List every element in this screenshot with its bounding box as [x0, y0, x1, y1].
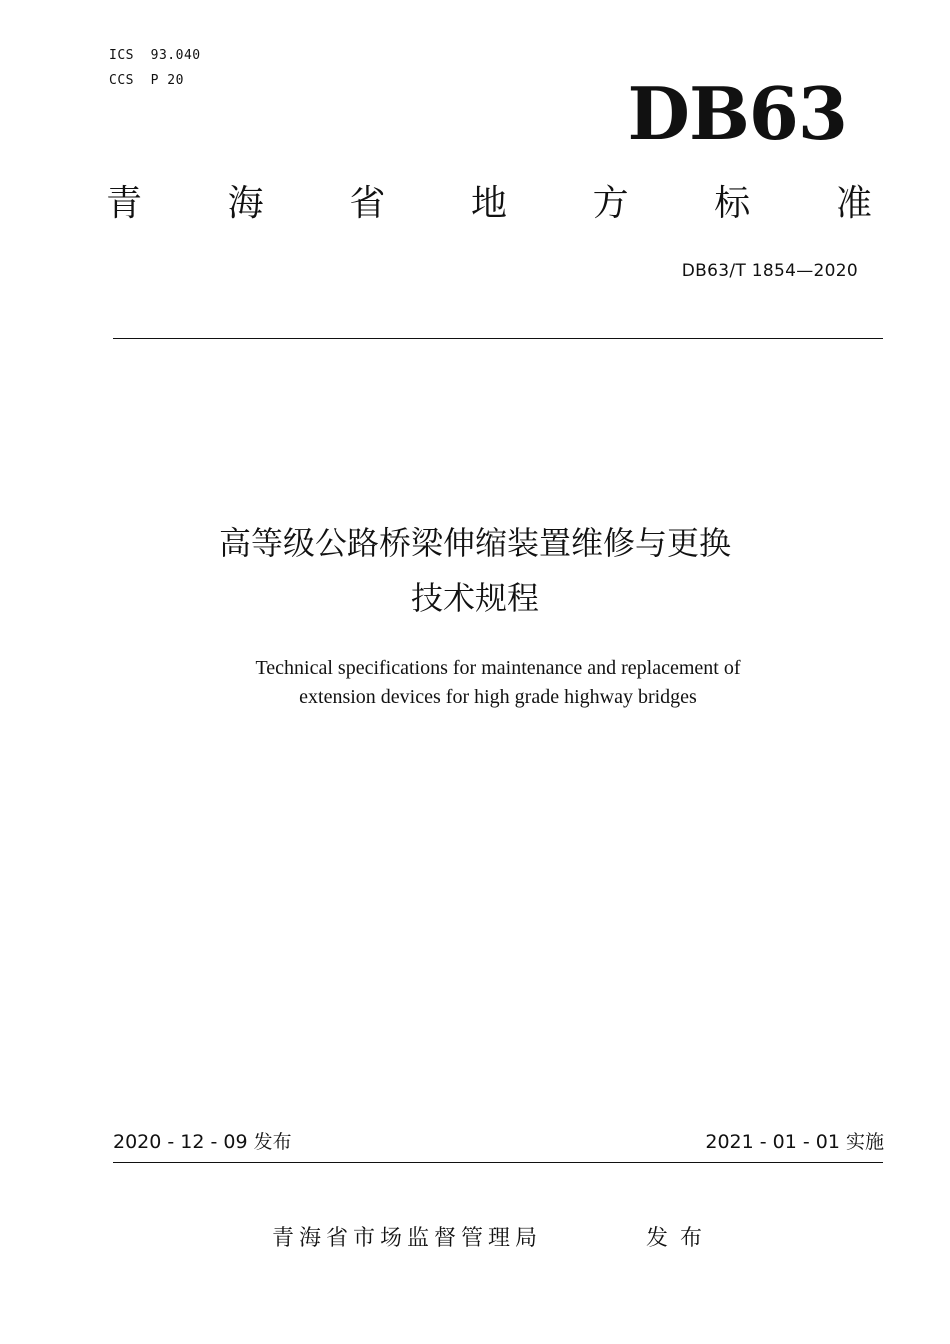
ics-code: ICS 93.040	[109, 48, 201, 63]
english-title-line-2: extension devices for high grade highway bridges	[299, 686, 697, 708]
english-title-line-1: Technical specifications for maintenance and replacement of	[255, 657, 741, 679]
standard-type-char: 青	[106, 183, 143, 224]
issue-date: 2020 - 12 - 09 发布	[113, 1131, 292, 1153]
chinese-title-line-2: 技术规程	[410, 579, 539, 617]
implementation-date: 2021 - 01 - 01 实施	[705, 1131, 884, 1153]
standard-type-char: 海	[227, 183, 264, 224]
standard-code-logo: DB63	[627, 71, 847, 156]
standard-type-char: 省	[349, 183, 386, 224]
standard-type-char: 准	[835, 183, 872, 224]
standard-type-char: 方	[592, 183, 629, 224]
publish-label: 发布	[646, 1226, 715, 1251]
standard-number: DB63/T 1854—2020	[681, 261, 858, 281]
standard-type-heading	[106, 183, 872, 224]
ccs-code: CCS P 20	[109, 73, 184, 88]
standard-type-char: 标	[714, 183, 751, 224]
top-divider	[113, 338, 883, 339]
publisher-name: 青海省市场监督管理局	[272, 1226, 543, 1251]
bottom-divider	[113, 1162, 883, 1163]
standard-type-char: 地	[470, 183, 507, 224]
chinese-title-line-1: 高等级公路桥梁伸缩装置维修与更换	[218, 524, 731, 562]
